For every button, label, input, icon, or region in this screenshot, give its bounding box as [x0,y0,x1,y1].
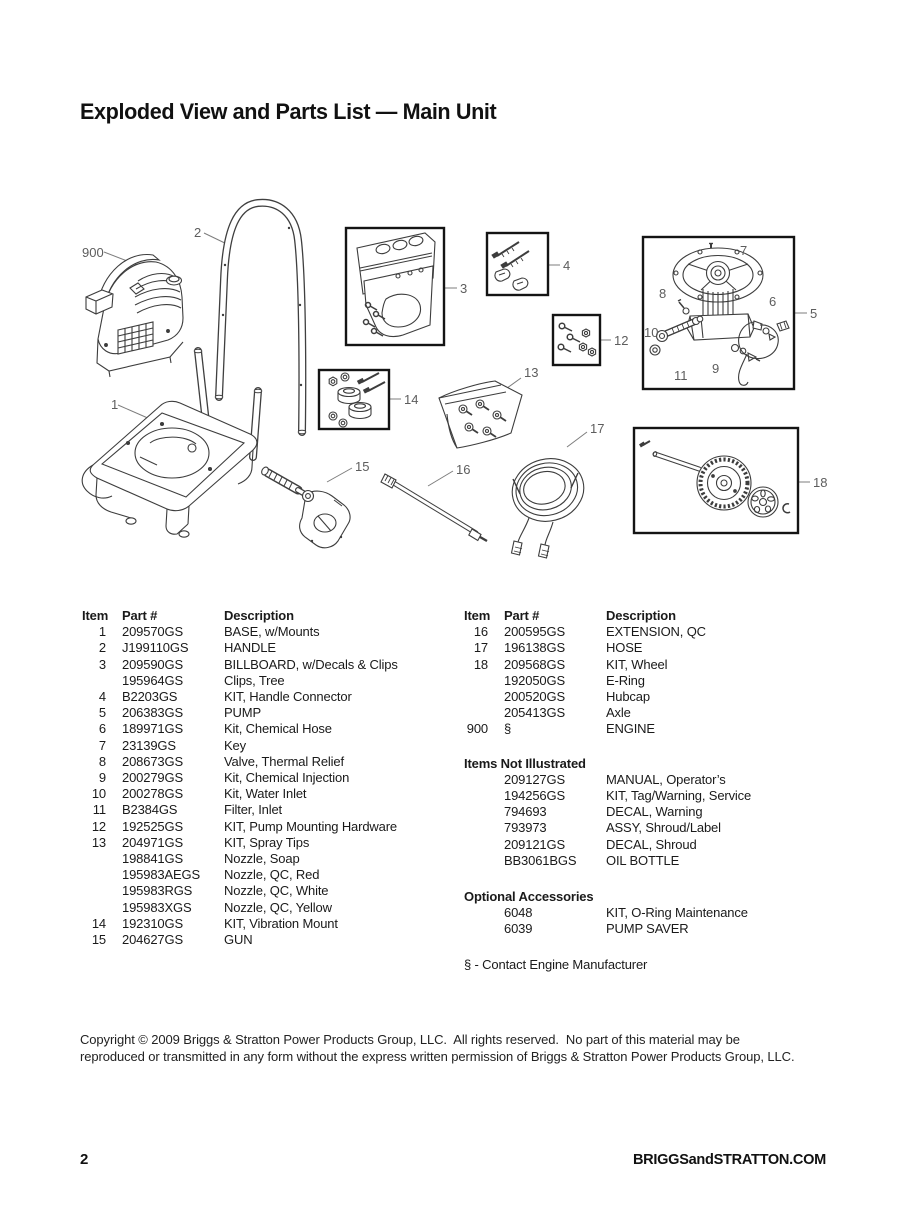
table-row [464,788,844,804]
row-item: 5 [98,705,106,721]
row-part: 194256GS [504,788,565,804]
callout-4: 4 [563,258,571,273]
row-part: 196138GS [504,640,565,656]
callout-18: 18 [813,475,828,490]
table-row [464,657,844,673]
callout-1: 1 [111,397,119,412]
table-row [82,738,442,754]
row-part: 192525GS [122,818,183,834]
row-part: 200278GS [122,786,183,802]
table-row [464,721,844,737]
row-description: ENGINE [606,721,655,737]
table-row [82,819,442,835]
row-part: 189971GS [122,721,183,737]
row-description: BASE, w/Mounts [224,624,320,640]
row-item [464,689,488,705]
callout-15: 15 [355,459,370,474]
callout-11: 11 [674,368,688,383]
row-description: DECAL, Warning [606,804,703,820]
header-item: Item [464,608,491,623]
row-description: Nozzle, QC, White [224,883,329,899]
table-row [464,905,844,921]
copyright-notice [80,1031,832,1065]
row-description: BILLBOARD, w/Decals & Clips [224,656,398,672]
callout-13: 13 [524,365,539,380]
table-row [82,900,442,916]
table-row [82,883,442,899]
table-row [464,853,844,869]
row-item: 3 [98,656,106,672]
table-rows-left [82,624,442,948]
row-part: 192310GS [122,915,183,931]
row-item [464,673,488,689]
row-description: OIL BOTTLE [606,852,680,868]
parts-column-right [464,608,844,973]
row-part: 205413GS [504,705,565,721]
copyright-line-1: Copyright © 2009 Briggs & Stratton Power Products Group, LLC. All rights reserved. No part of this material may be [80,1032,740,1047]
row-item: 900 [466,721,488,737]
row-part: 6048 [504,905,533,921]
row-description: KIT, O-Ring Maintenance [606,905,748,921]
row-item: 14 [91,915,106,931]
row-part: 192050GS [504,672,565,688]
engine-footnote: § - Contact Engine Manufacturer [464,956,648,972]
row-description: GUN [224,932,253,948]
callout-9: 9 [712,361,720,376]
table-row [82,705,442,721]
row-item: 13 [91,834,106,850]
row-part: 200595GS [504,624,565,640]
row-part: B2203GS [122,689,178,705]
row-description: Axle [606,705,631,721]
row-part: 204627GS [122,932,183,948]
row-part: BB3061BGS [504,852,577,868]
callout-6: 6 [769,294,777,309]
row-description: Nozzle, Soap [224,851,300,867]
row-description: PUMP [224,705,261,721]
row-description: Kit, Chemical Injection [224,770,350,786]
callout-900: 900 [82,245,104,260]
table-row [464,804,844,820]
row-description: Clips, Tree [224,672,285,688]
parts-column-left [82,608,442,948]
table-row [464,640,844,656]
table-row [464,820,844,836]
table-row [82,867,442,883]
row-item: 12 [91,818,106,834]
row-description: KIT, Wheel [606,656,668,672]
row-item [464,705,488,721]
table-row [464,837,844,853]
table-row [82,689,442,705]
row-item [82,883,106,899]
table-row [464,705,844,721]
row-item: 15 [91,932,106,948]
row-item: 18 [473,656,488,672]
row-item: 6 [98,721,106,737]
table-row [82,657,442,673]
header-description: Description [224,608,294,623]
row-part: 209570GS [122,624,183,640]
callout-14: 14 [404,392,419,407]
extension-wand-drawing [381,474,487,541]
row-description: KIT, Tag/Warning, Service [606,788,752,804]
row-part: B2384GS [122,802,178,818]
row-part: 200520GS [504,689,565,705]
row-description: HANDLE [224,640,276,656]
callout-17: 17 [590,421,605,436]
hose-drawing [506,451,591,558]
optional-accessories-rows [464,905,844,937]
row-part: 200279GS [122,770,183,786]
gun-drawing [260,466,350,548]
row-part: 195964GS [122,672,183,688]
row-description: Kit, Water Inlet [224,786,307,802]
row-part: 195983RGS [122,883,193,899]
row-part: § [504,721,512,737]
table-row [464,624,844,640]
not-illustrated-title: Items Not Illustrated [464,755,586,771]
engine-drawing [86,255,183,377]
row-part: 206383GS [122,705,183,721]
header-part: Part # [122,608,158,623]
row-description: KIT, Vibration Mount [224,915,338,931]
row-description: E-Ring [606,672,645,688]
table-row [82,835,442,851]
row-description: PUMP SAVER [606,921,689,937]
table-row [82,932,442,948]
row-item [82,851,106,867]
callout-12: 12 [614,333,629,348]
callout-3: 3 [460,281,468,296]
not-illustrated-rows [464,772,844,869]
row-part: 209568GS [504,656,565,672]
table-header-right [464,608,844,624]
table-row [464,772,844,788]
row-part: J199110GS [122,640,189,656]
table-row [82,786,442,802]
row-item: 8 [98,753,106,769]
billboard-drawing [357,233,435,337]
website-footer: BRIGGSandSTRATTON.COM [632,1151,826,1168]
row-description: DECAL, Shroud [606,836,697,852]
row-part: 209590GS [122,656,183,672]
row-item: 11 [92,802,106,818]
row-part: 198841GS [122,851,183,867]
table-rows-right [464,624,844,737]
callout-2: 2 [194,225,202,240]
row-item: 7 [98,737,106,753]
row-item: 10 [91,786,106,802]
row-part: 195983XGS [122,899,192,915]
table-row [464,673,844,689]
row-description: Nozzle, QC, Yellow [224,899,332,915]
row-description: Key [224,737,246,753]
table-row [464,689,844,705]
row-item: 17 [473,640,488,656]
row-description: Nozzle, QC, Red [224,867,320,883]
callout-5: 5 [810,306,818,321]
row-part: 23139GS [122,737,176,753]
row-part: 793973 [504,820,547,836]
row-part: 208673GS [122,753,183,769]
table-row [82,673,442,689]
callout-10: 10 [644,325,659,340]
base-drawing [82,401,257,537]
table-row [82,624,442,640]
table-row [82,916,442,932]
row-part: 209121GS [504,836,565,852]
callout-8: 8 [659,286,667,301]
row-item [82,867,106,883]
row-part: 794693 [504,804,547,820]
table-row [464,921,844,937]
optional-accessories-title: Optional Accessories [464,889,594,905]
row-part: 204971GS [122,834,183,850]
table-header-left [82,608,442,624]
row-item: 1 [98,624,106,640]
copyright-line-2: reproduced or transmitted in any form without the express written permission of Briggs & Stratton Power Products Group, LLC. [80,1049,795,1064]
row-item: 4 [98,689,106,705]
row-description: KIT, Handle Connector [224,689,352,705]
row-description: ASSY, Shroud/Label [606,820,721,836]
table-row [82,802,442,818]
row-description: Hubcap [606,689,650,705]
table-row [82,640,442,656]
row-part: 195983AEGS [122,867,201,883]
row-description: Filter, Inlet [224,802,283,818]
callout-7: 7 [740,243,748,258]
row-item: 16 [473,624,488,640]
exploded-view-diagram [0,185,906,577]
table-row [82,770,442,786]
row-description: Kit, Chemical Hose [224,721,332,737]
row-item: 9 [98,770,106,786]
row-item: 2 [98,640,106,656]
page-number: 2 [80,1151,89,1168]
header-description: Description [606,608,676,623]
row-item [82,673,106,689]
row-description: HOSE [606,640,643,656]
spray-tips-drawing [439,381,522,448]
header-item: Item [82,608,109,623]
callout-16: 16 [456,462,471,477]
row-description: EXTENSION, QC [606,624,706,640]
row-description: KIT, Spray Tips [224,834,310,850]
table-row [82,721,442,737]
page-title: Exploded View and Parts List — Main Unit [80,99,497,124]
table-row [82,754,442,770]
row-description: MANUAL, Operator’s [606,771,726,787]
table-row [82,851,442,867]
header-part: Part # [504,608,540,623]
row-description: Valve, Thermal Relief [224,753,344,769]
row-part: 209127GS [504,771,565,787]
row-item [82,900,106,916]
row-part: 6039 [504,921,533,937]
row-description: KIT, Pump Mounting Hardware [224,818,397,834]
